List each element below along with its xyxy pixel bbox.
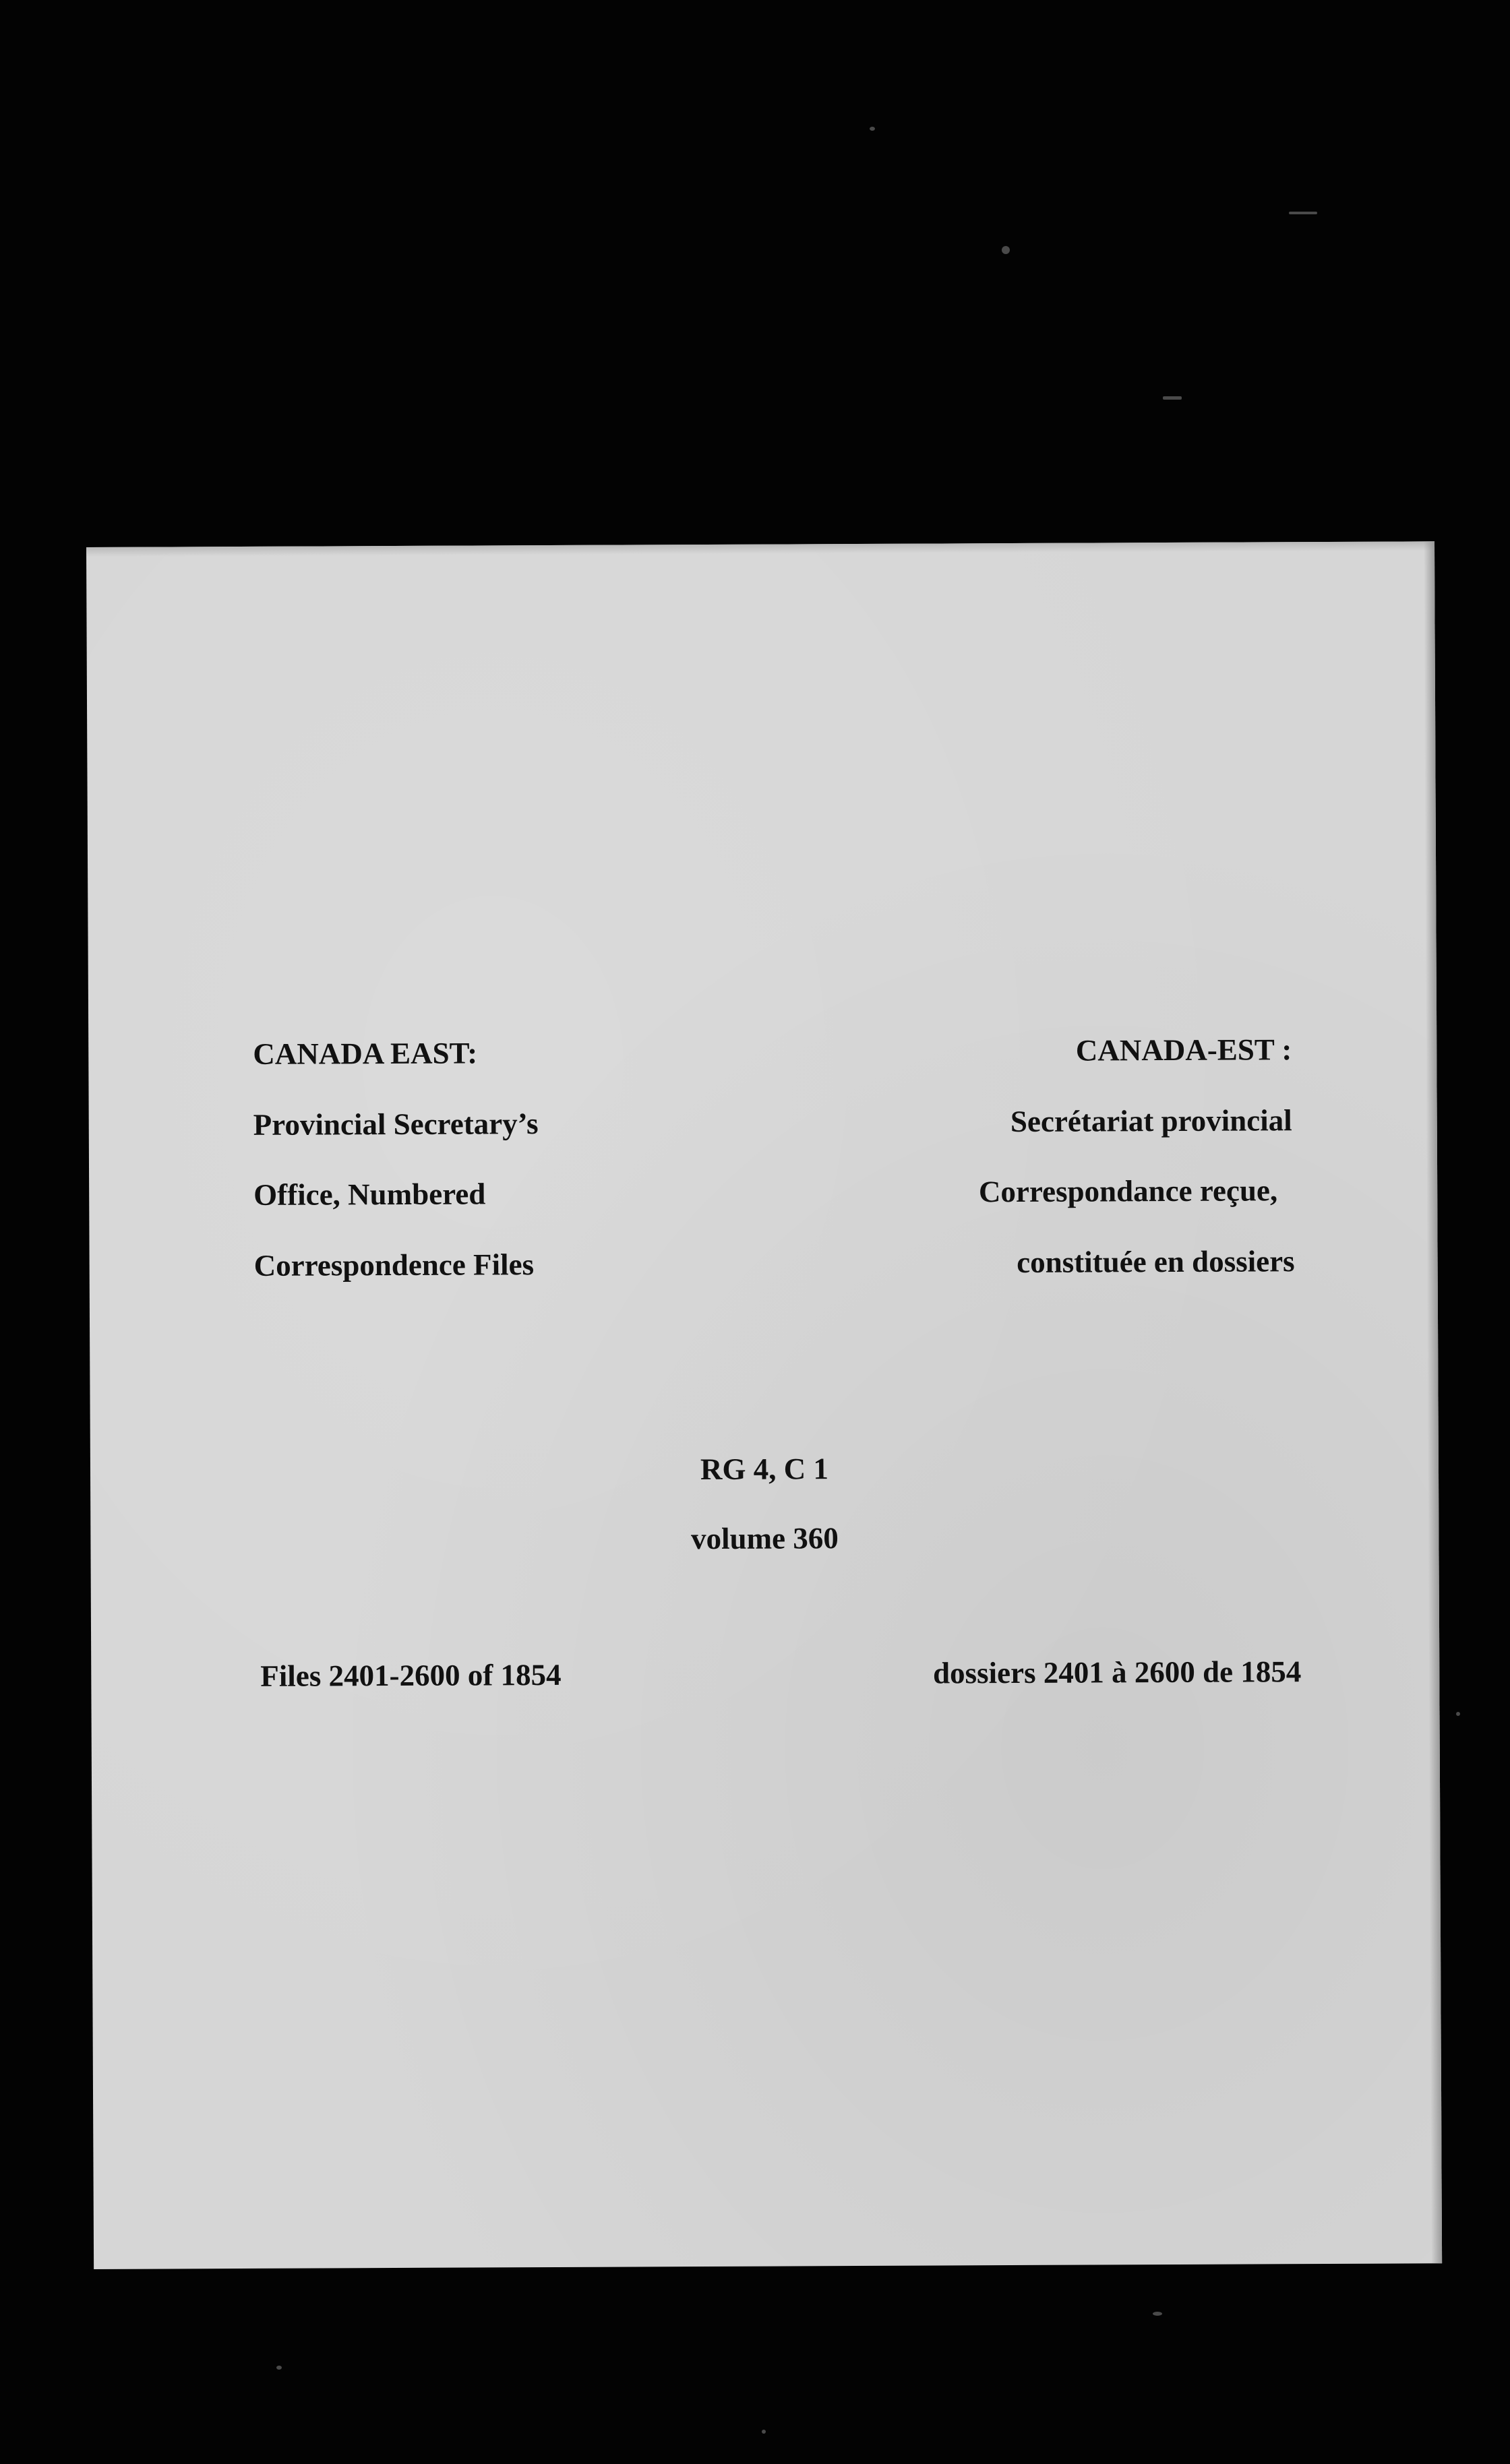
dust-speck — [1163, 396, 1182, 400]
dust-speck — [870, 127, 875, 131]
french-title-line-2: Correspondance reçue, — [978, 1173, 1278, 1209]
dust-speck — [1002, 246, 1010, 254]
english-title-line-2: Office, Numbered — [253, 1177, 486, 1212]
english-file-range: Files 2401-2600 of 1854 — [260, 1657, 562, 1693]
english-heading: CANADA EAST: — [253, 1036, 478, 1071]
french-title-line-1: Secrétariat provincial — [1010, 1103, 1292, 1139]
volume-number: volume 360 — [690, 1521, 839, 1556]
dust-speck — [276, 2366, 282, 2370]
english-title-line-1: Provincial Secretary’s — [253, 1107, 539, 1142]
dust-speck — [1456, 1712, 1460, 1716]
french-heading: CANADA-EST : — [1075, 1033, 1292, 1068]
dust-speck — [1289, 212, 1317, 214]
french-title-line-3: constituée en dossiers — [1017, 1244, 1295, 1279]
french-file-range: dossiers 2401 à 2600 de 1854 — [932, 1655, 1302, 1690]
dust-speck — [762, 2430, 766, 2434]
record-group-reference: RG 4, C 1 — [700, 1452, 829, 1487]
english-title-line-3: Correspondence Files — [253, 1248, 535, 1283]
document-page — [86, 541, 1442, 2269]
dust-speck — [1153, 2312, 1162, 2316]
